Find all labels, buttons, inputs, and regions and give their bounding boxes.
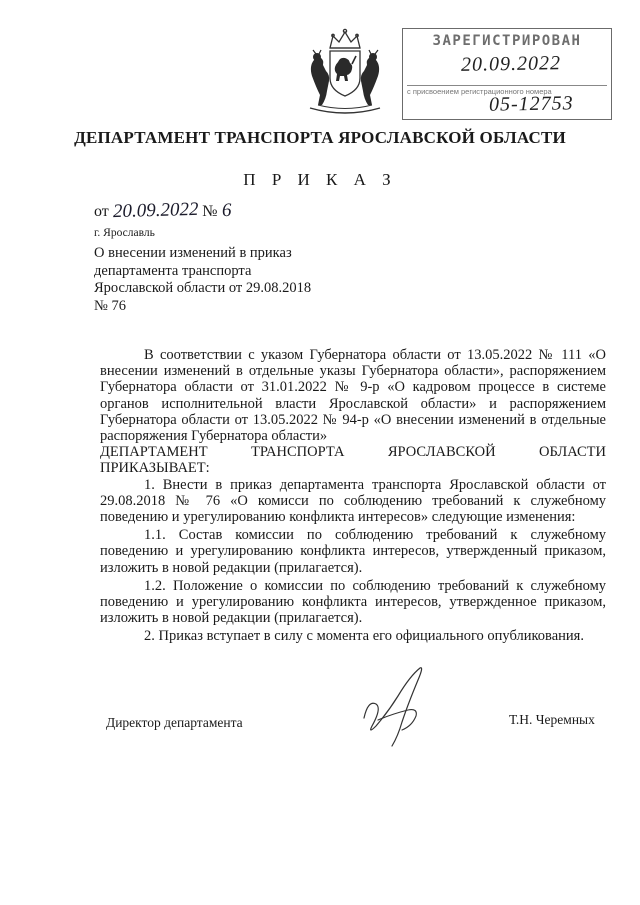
order-item: 1.1. Состав комиссии по соблюдению требований к служебному поведению и урегулированию конфликта интересов, утвержденный приказом, изложить в новой редакции (прилагается). [100, 527, 606, 576]
from-label: от [94, 203, 109, 220]
order-number: 6 [221, 199, 232, 222]
document-type-heading: П Р И К А З [243, 170, 397, 189]
order-date: 20.09.2022 [112, 198, 199, 223]
order-body [100, 347, 606, 645]
order-item: 1. Внести в приказ департамента транспорта Ярославской области от 29.08.2018 № 76 «О комисси по соблюдению требований к служебному поведению и урегулированию конфликта интересов» следующие изменения: [100, 476, 606, 526]
order-item: 2. Приказ вступает в силу с момента его официального опубликования. [144, 628, 584, 645]
stamp-caption: с присвоением регистрационного номера [407, 85, 607, 96]
order-item: 1.2. Положение о комиссии по соблюдению требований к служебному поведению и урегулированию конфликта интересов, утвержденное приказом, изложить в новой редакции (прилагается). [100, 577, 606, 627]
orders-label: ПРИКАЗЫВАЕТ: [100, 460, 210, 477]
order-date-line [94, 200, 231, 222]
dept-word: ДЕПАРТАМЕНТ [100, 444, 208, 461]
department-heading: ДЕПАРТАМЕНТ ТРАНСПОРТА ЯРОСЛАВСКОЙ ОБЛАСТИ [74, 128, 566, 147]
registration-stamp [402, 28, 612, 120]
stamp-title: ЗАРЕГИСТРИРОВАН [432, 33, 582, 49]
number-label: № [202, 203, 218, 220]
department-line [100, 444, 606, 460]
preamble-paragraph: В соответствии с указом Губернатора области от 13.05.2022 № 111 «О внесении изменений в отдельные указы Губернатора области», распоряжением Губернатора области от 31.01.2022 № 9-р «О кадровом процессе в системе органов исполнительной власти Ярославской области» и распоряжением Губернатора области от 13.05.2022 № 94-р «О внесении изменений в отдельные распоряжения Губернатора области» [100, 347, 606, 445]
order-subject: О внесении изменений в приказ департамента транспорта Ярославской области от 29.08.2018 № 76 [94, 245, 312, 314]
handwritten-signature [358, 660, 450, 750]
dept-word: ТРАНСПОРТА [250, 444, 345, 461]
signatory-title: Директор департамента [106, 715, 243, 730]
coat-of-arms-emblem [300, 26, 390, 118]
city: г. Ярославль [94, 227, 155, 239]
stamp-date: 20.09.2022 [460, 52, 562, 76]
stamp-registration-number: 05-12753 [488, 92, 574, 116]
dept-word: ЯРОСЛАВСКОЙ [387, 444, 496, 461]
signatory-name: Т.Н. Черемных [509, 712, 595, 727]
dept-word: ОБЛАСТИ [538, 444, 606, 461]
